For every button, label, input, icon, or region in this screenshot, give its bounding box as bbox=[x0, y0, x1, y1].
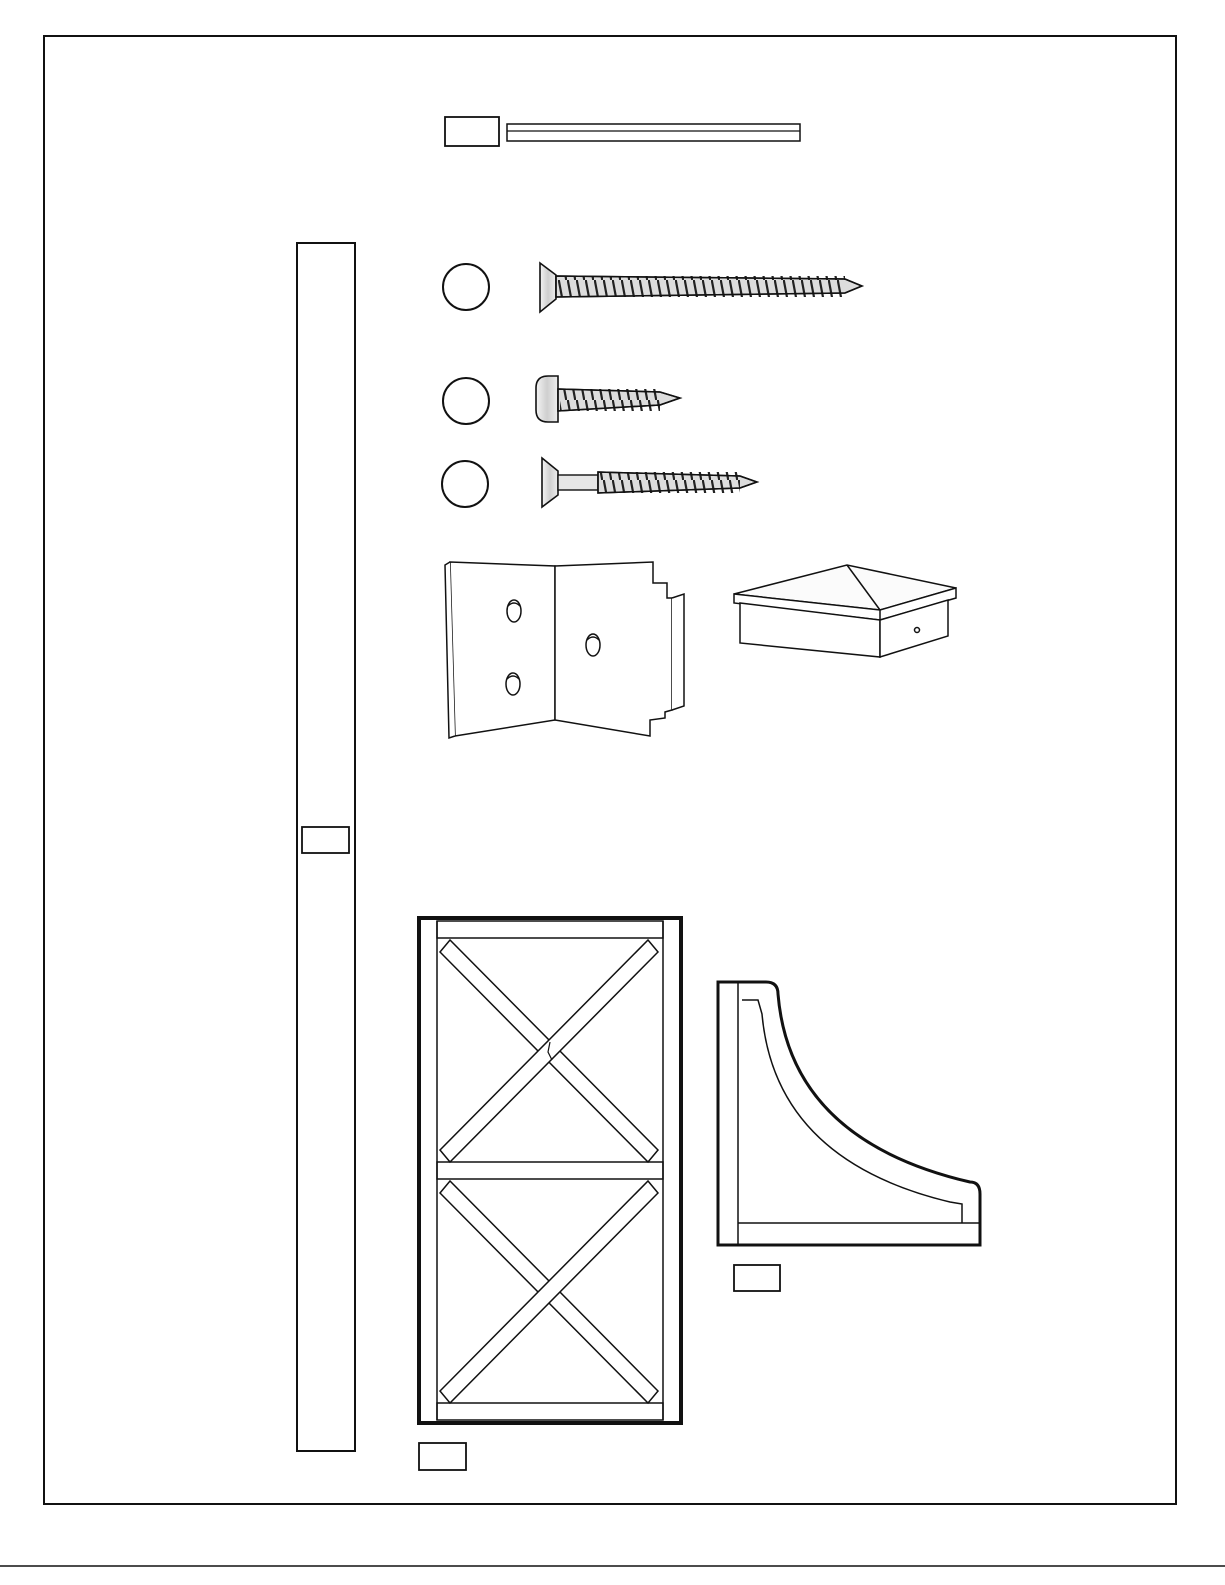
x-panel bbox=[419, 918, 681, 1470]
pan-head-screw-icon bbox=[536, 376, 558, 422]
angle-bracket bbox=[445, 562, 684, 738]
long-flat-head-screw bbox=[443, 263, 862, 312]
short-flat-head-screw bbox=[442, 458, 757, 507]
post bbox=[297, 243, 355, 1451]
post-cap bbox=[734, 565, 956, 657]
corner-brace bbox=[718, 982, 980, 1291]
post-tag bbox=[302, 827, 349, 853]
x-panel-tag bbox=[419, 1443, 466, 1470]
pan-head-screw bbox=[443, 376, 680, 424]
flat-head-screw-icon bbox=[540, 263, 556, 312]
rail-board bbox=[445, 117, 800, 146]
pan-screw-tag bbox=[443, 378, 489, 424]
flat-head-screw-icon bbox=[542, 458, 558, 507]
rail-board-tag bbox=[445, 117, 499, 146]
corner-brace-tag bbox=[734, 1265, 780, 1291]
long-screw-tag bbox=[443, 264, 489, 310]
short-screw-tag bbox=[442, 461, 488, 507]
